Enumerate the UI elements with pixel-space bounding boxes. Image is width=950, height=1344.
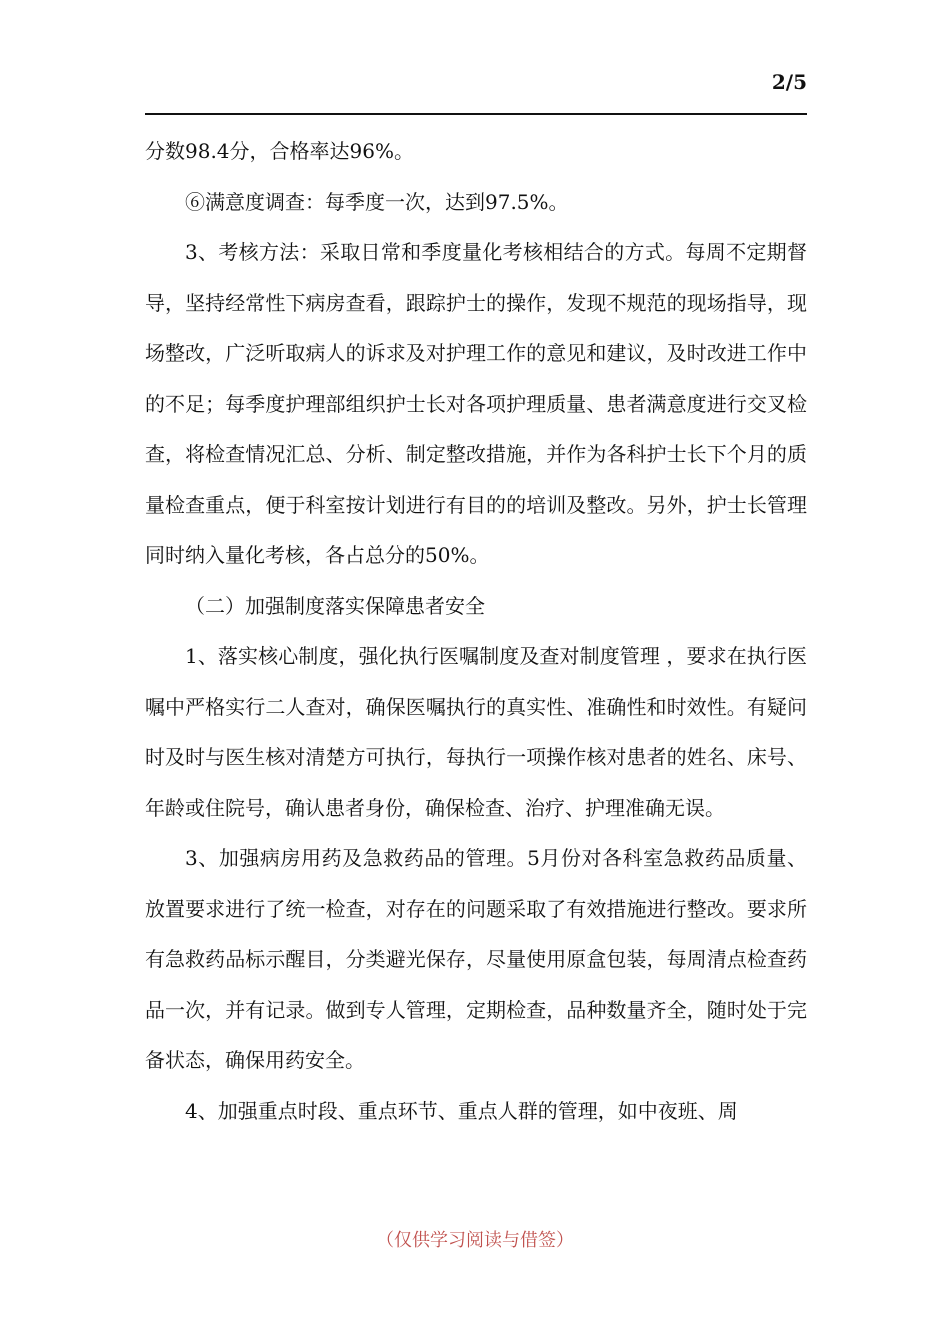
page-number: 2/5 bbox=[771, 70, 807, 94]
footer-note: （仅供学习阅读与借签） bbox=[376, 1230, 574, 1251]
paragraph-core-system: 1、落实核心制度，强化执行医嘱制度及查对制度管理 ，要求在执行医嘱中严格实行二人查对，确保医嘱执行的真实性、准确性和时效性。有疑问时及时与医生核对清楚方可执行，每执行一项操作核对患者的姓名、床号、年龄或住院号，确认患者身份，确保检查、治疗、护理准确无误。 bbox=[145, 644, 807, 820]
document-body bbox=[145, 126, 807, 1136]
paragraph-satisfaction: ⑥满意度调查：每季度一次，达到97.5%。 bbox=[185, 189, 569, 214]
section-heading: （二）加强制度落实保障患者安全 bbox=[185, 593, 485, 618]
paragraph-drug-management: 3、加强病房用药及急救药品的管理。5月份对各科室急救药品质量、放置要求进行了统一检查，对存在的问题采取了有效措施进行整改。要求所有急救药品标示醒目，分类避光保存，尽量使用原盒包装，每周清点检查药品一次，并有记录。做到专人管理，定期检查，品种数量齐全，随时处于完备状态，确保用药安全。 bbox=[145, 846, 807, 1072]
paragraph-key-periods: 4、加强重点时段、重点环节、重点人群的管理，如中夜班、周 bbox=[185, 1098, 738, 1123]
paragraph-score: 分数98.4分，合格率达96%。 bbox=[145, 139, 414, 163]
paragraph-assessment-method: 3、考核方法：采取日常和季度量化考核相结合的方式。每周不定期督导，坚持经常性下病房查看，跟踪护士的操作，发现不规范的现场指导，现场整改，广泛听取病人的诉求及对护理工作的意见和建议，及时改进工作中的不足；每季度护理部组织护士长对各项护理质量、患者满意度进行交叉检查，将检查情况汇总、分析、制定整改措施，并作为各科护士长下个月的质量检查重点，便于科室按计划进行有目的的培训及整改。另外，护士长管理同时纳入量化考核，各占总分的50%。 bbox=[145, 240, 807, 567]
header-rule bbox=[145, 113, 807, 115]
